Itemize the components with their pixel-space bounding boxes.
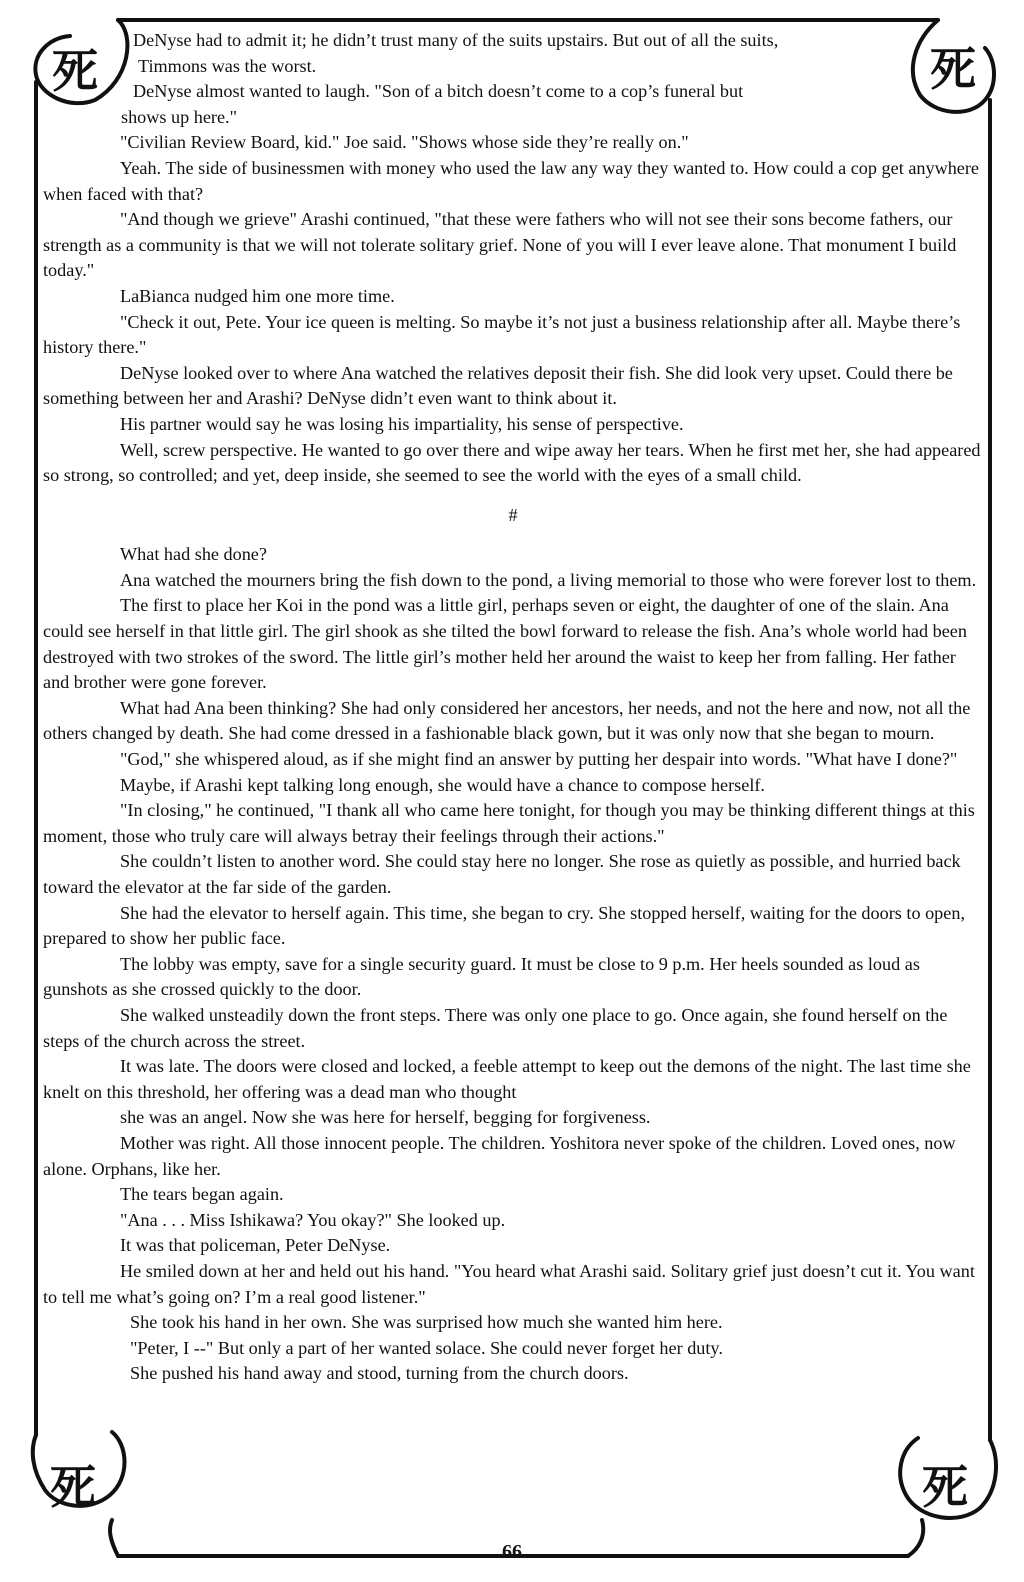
paragraph: The tears began again. — [120, 1184, 284, 1205]
paragraph: DeNyse almost wanted to laugh. "Son of a bitch doesn’t come to a cop’s funeral but — [133, 81, 744, 102]
paragraph: What had she done? — [120, 544, 267, 565]
paragraph: It was that policeman, Peter DeNyse. — [120, 1235, 391, 1256]
page-number: 66 — [502, 1541, 522, 1563]
paragraph: She had the elevator to herself again. This time, she began to cry. She stopped herself, waiting for the doors to open, prepared to show her public face. — [43, 902, 965, 949]
paragraph: DeNyse had to admit it; he didn’t trust many of the suits upstairs. But out of all the suits, — [133, 30, 779, 50]
paragraph: She couldn’t listen to another word. She could stay here no longer. She rose as quietly as possible, and hurried back toward the elevator at the far side of the garden. — [43, 851, 961, 897]
paragraph: "Check it out, Pete. Your ice queen is melting. So maybe it’s not just a business relationship after all. Maybe there’s history there." — [43, 311, 961, 358]
paragraph: shows up here." — [121, 106, 238, 127]
paragraph: She pushed his hand away and stood, turning from the church doors. — [130, 1363, 629, 1384]
body-text — [43, 28, 983, 1387]
paragraph: Yeah. The side of businessmen with money who used the law any way they wanted to. How could a cop get anywhere when faced with that? — [43, 157, 980, 204]
paragraph: "Ana . . . Miss Ishikawa? You okay?" She looked up. — [120, 1209, 506, 1230]
paragraph: The first to place her Koi in the pond was a little girl, perhaps seven or eight, the daughter of one of the slain. Ana could see herself in that little girl. The girl shook as she tilted the bowl forward to release the fish. Ana’s whole world had been destroyed with two strokes of the sword. The little girl’s mother held her around the waist to keep her from falling. Her father and brother were gone forever. — [43, 595, 967, 693]
paragraph: What had Ana been thinking? She had only considered her ancestors, her needs, and not the here and now, not all the others changed by death. She had come dressed in a fashionable black gown, but it was only now that she began to mourn. — [43, 697, 971, 744]
paragraph: "God," she whispered aloud, as if she might find an answer by putting her despair into words. "What have I done?" — [120, 749, 958, 770]
paragraph: "Peter, I --" But only a part of her wanted solace. She could never forget her duty. — [130, 1337, 723, 1358]
paragraph: Timmons was the worst. — [138, 55, 317, 76]
kanji-corner-tl: 死 — [52, 44, 98, 98]
paragraph: she was an angel. Now she was here for herself, begging for forgiveness. — [120, 1107, 651, 1128]
paragraph: Maybe, if Arashi kept talking long enough, she would have a chance to compose herself. — [120, 774, 765, 795]
kanji-corner-tr: 死 — [930, 42, 976, 96]
paragraph: LaBianca nudged him one more time. — [120, 285, 395, 306]
paragraph: She took his hand in her own. She was surprised how much she wanted him here. — [130, 1312, 723, 1333]
scene-break: # — [508, 504, 518, 525]
paragraph: His partner would say he was losing his impartiality, his sense of perspective. — [120, 413, 684, 434]
paragraph: "Civilian Review Board, kid." Joe said. "Shows whose side they’re really on." — [120, 132, 689, 153]
paragraph: Ana watched the mourners bring the fish down to the pond, a living memorial to those who were forever lost to them. — [120, 569, 977, 590]
paragraph: She walked unsteadily down the front steps. There was only one place to go. Once again, she found herself on the steps of the church across the street. — [43, 1004, 948, 1051]
paragraph: It was late. The doors were closed and locked, a feeble attempt to keep out the demons of the night. The last time she knelt on this threshold, her offering was a dead man who thought — [43, 1056, 971, 1102]
kanji-corner-br: 死 — [922, 1460, 968, 1514]
paragraph: Well, screw perspective. He wanted to go over there and wipe away her tears. When he first met her, she had appeared so strong, so controlled; and yet, deep inside, she seemed to see the world with the eyes of a small child. — [43, 439, 981, 486]
paragraph: "In closing," he continued, "I thank all who came here tonight, for though you may be thinking different things at this moment, those who truly care will always betray their feelings through their actions." — [43, 800, 975, 846]
paragraph: The lobby was empty, save for a single security guard. It must be close to 9 p.m. Her heels sounded as loud as gunshots as she crossed quickly to the door. — [43, 953, 920, 1000]
paragraph: Mother was right. All those innocent people. The children. Yoshitora never spoke of the children. Loved ones, now alone. Orphans, like her. — [43, 1132, 956, 1179]
kanji-corner-bl: 死 — [50, 1460, 96, 1514]
paragraph: "And though we grieve" Arashi continued, "that these were fathers who will not see their sons become fathers, our strength as a community is that we will not tolerate solitary grief. None of you will I ever leave alone. That monument I build today." — [43, 209, 957, 281]
paragraph: He smiled down at her and held out his hand. "You heard what Arashi said. Solitary grief just doesn’t cut it. You want to tell me what’s going on? I’m a real good listener." — [43, 1260, 975, 1307]
paragraph: DeNyse looked over to where Ana watched the relatives deposit their fish. She did look very upset. Could there be something between her and Arashi? DeNyse didn’t even want to think about it. — [43, 362, 953, 409]
